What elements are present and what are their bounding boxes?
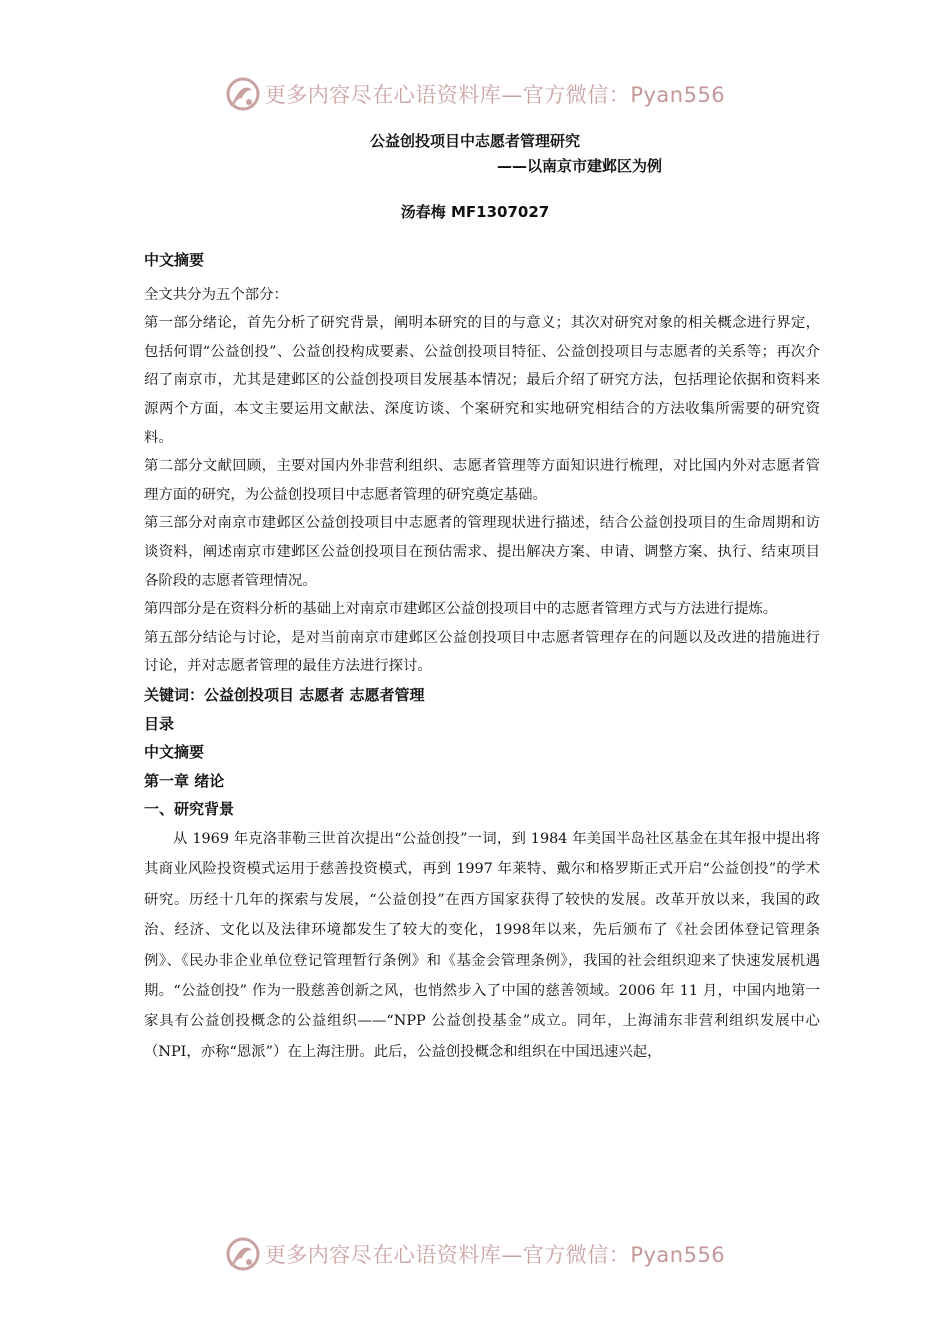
watermark-text: 更多内容尽在心语资料库—官方微信：Pyan556 (264, 83, 726, 107)
document-subtitle: ——以南京市建邺区为例 (497, 157, 663, 175)
toc-item-abstract: 中文摘要 (144, 743, 205, 762)
watermark-logo-icon (225, 1236, 261, 1272)
watermark-bottom (0, 1234, 950, 1274)
document-title: 公益创投项目中志愿者管理研究 (369, 132, 580, 150)
keywords-line: 关键词：公益创投项目 志愿者 志愿者管理 (144, 685, 425, 704)
abstract-paragraph-3: 第三部分对南京市建邺区公益创投项目中志愿者的管理现状进行描述，结合公益创投项目的生命周期和访谈资料，阐述南京市建邺区公益创投项目在预估需求、提出解决方案、申请、调整方案、执行、结束项目各阶段的志愿者管理情况。 (144, 515, 820, 589)
chapter-heading: 第一章 绪论 (144, 771, 225, 790)
section-heading: 一、研究背景 (144, 800, 235, 819)
abstract-paragraph-1: 第一部分绪论，首先分析了研究背景，阐明本研究的目的与意义；其次对研究对象的相关概念进行界定，包括何谓“公益创投”、公益创投构成要素、公益创投项目特征、公益创投项目与志愿者的关系等；再次介绍了南京市，尤其是建邺区的公益创投项目发展基本情况；最后介绍了研究方法，包括理论依据和资料来源两个方面，本文主要运用文献法、深度访谈、个案研究和实地研究相结合的方法收集所需要的研究资料。 (144, 315, 820, 446)
abstract-paragraph-5: 第五部分结论与讨论，是对当前南京市建邺区公益创投项目中志愿者管理存在的问题以及改进的措施进行讨论，并对志愿者管理的最佳方法进行探讨。 (144, 629, 820, 675)
body-paragraph: 从 1969 年克洛菲勒三世首次提出“公益创投”一词，到 1984 年美国半岛社区基金在其年报中提出将其商业风险投资模式运用于慈善投资模式，再到 1997 年莱特、戴尔和格罗斯正式开启“公益创投”的学术研究。历经十几年的探索与发展，“公益创投”在西方国家获得了较快的发展。改革开放以来，我国的政治、经济、文化以及法律环境都发生了较大的变化，1998年以来，先后颁布了《社会团体登记管理条例》、《民办非企业单位登记管理暂行条例》和《基金会管理条例》，我国的社会组织迎来了快速发展机遇期。“公益创投” 作为一股慈善创新之风，也悄然步入了中国的慈善领域。2006 年 11 月，中国内地第一家具有公益创投概念的公益组织——“NPP 公益创投基金”成立。同年，上海浦东非营利组织发展中心（NPI，亦称“恩派”）在上海注册。此后，公益创投概念和组织在中国迅速兴起， (144, 830, 820, 1060)
document-body (144, 246, 820, 1067)
watermark-logo-icon (225, 76, 261, 112)
abstract-intro: 全文共分为五个部分： (144, 286, 288, 303)
abstract-paragraph-4: 第四部分是在资料分析的基础上对南京市建邺区公益创投项目中的志愿者管理方式与方法进行提炼。 (144, 601, 778, 618)
watermark-top (0, 74, 950, 114)
abstract-paragraph-2: 第二部分文献回顾，主要对国内外非营利组织、志愿者管理等方面知识进行梳理，对比国内外对志愿者管理方面的研究，为公益创投项目中志愿者管理的研究奠定基础。 (144, 458, 820, 503)
author-line: 汤春梅 MF1307027 (400, 203, 550, 221)
watermark-text: 更多内容尽在心语资料库—官方微信：Pyan556 (264, 1243, 726, 1267)
toc-heading: 目录 (144, 714, 175, 733)
abstract-heading: 中文摘要 (144, 251, 205, 269)
